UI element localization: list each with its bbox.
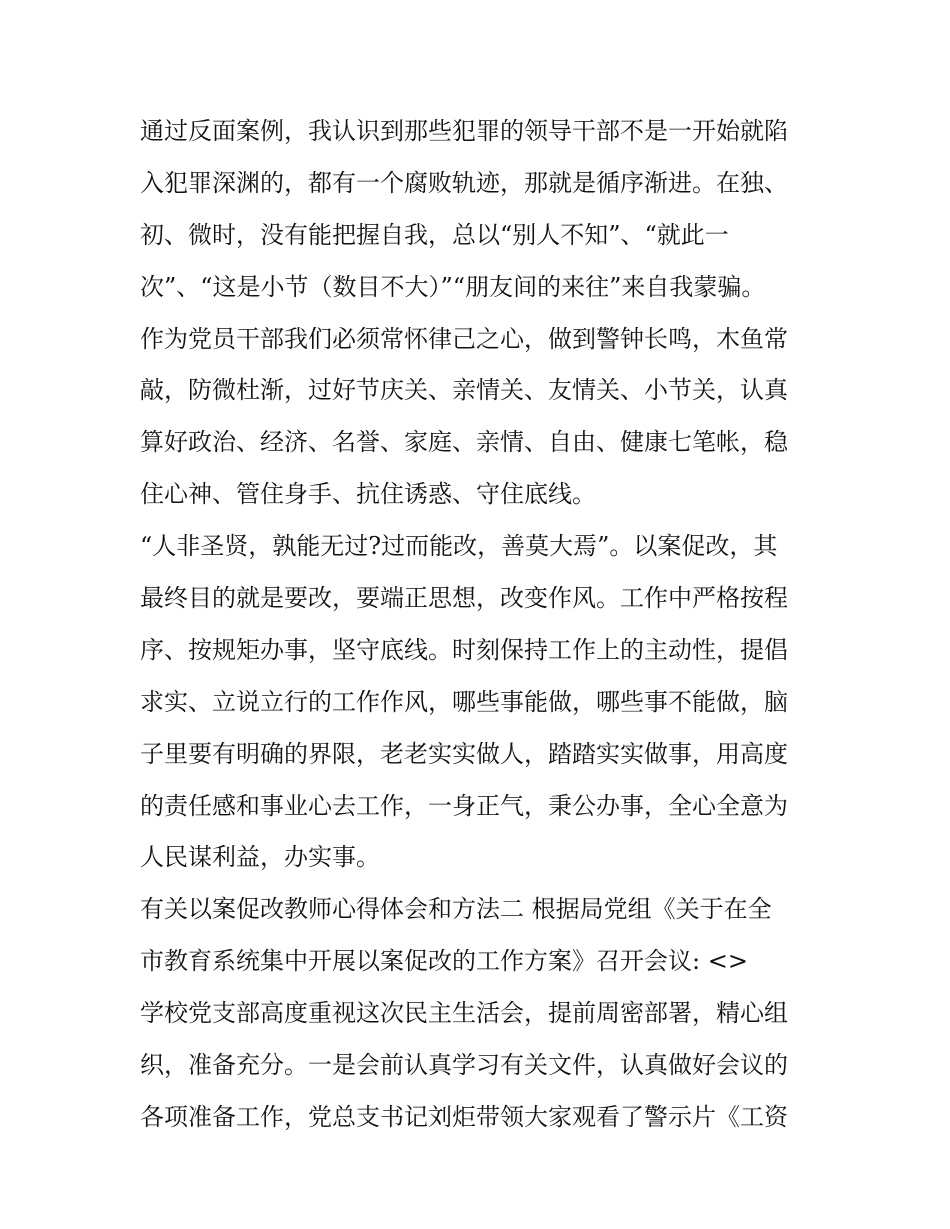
text-line: 市教育系统集中开展以案促改的工作方案》召开会议: <> <box>140 947 748 976</box>
text-line: 的责任感和事业心去工作，一身正气，秉公办事，全心全意为 <box>140 791 788 820</box>
text-line: 织，准备充分。一是会前认真学习有关文件，认真做好会议的 <box>140 1051 788 1080</box>
text-line: 敲，防微杜渐，过好节庆关、亲情关、友情关、小节关，认真 <box>140 376 788 405</box>
text-line: 人民谋利益，办实事。 <box>140 843 380 872</box>
text-line: 入犯罪深渊的，都有一个腐败轨迹，那就是循序渐进。在独、 <box>140 168 788 197</box>
text-line: 作为党员干部我们必须常怀律己之心，做到警钟长鸣，木鱼常 <box>140 324 788 353</box>
text-line: 通过反面案例，我认识到那些犯罪的领导干部不是一开始就陷 <box>140 117 788 145</box>
text-line: 住心神、管住身手、抗住诱惑、守住底线。 <box>140 480 596 509</box>
text-line: 算好政治、经济、名誉、家庭、亲情、自由、健康七笔帐，稳 <box>140 428 788 457</box>
text-line: 学校党支部高度重视这次民主生活会，提前周密部署，精心组 <box>140 999 788 1028</box>
text-line: 次”、“这是小节（数目不大）”“朋友间的来往”来自我蒙骗。 <box>140 272 766 301</box>
text-line: 子里要有明确的界限，老老实实做人，踏踏实实做事，用高度 <box>140 739 788 768</box>
text-line: 初、微时，没有能把握自我，总以“别人不知”、“就此一 <box>140 220 729 249</box>
document-body <box>140 106 820 1144</box>
text-line: 各项准备工作，党总支书记刘炬带领大家观看了警示片《工资 <box>140 1102 788 1131</box>
text-line: “人非圣贤，孰能无过?过而能改，善莫大焉”。以案促改，其 <box>140 532 778 561</box>
text-line: 求实、立说立行的工作作风，哪些事能做，哪些事不能做，脑 <box>140 687 788 716</box>
text-line: 序、按规矩办事，坚守底线。时刻保持工作上的主动性，提倡 <box>140 635 788 664</box>
text-line: 最终目的就是要改，要端正思想，改变作风。工作中严格按程 <box>140 584 788 613</box>
text-line: 有关以案促改教师心得体会和方法二 根据局党组《关于在全 <box>140 895 772 924</box>
